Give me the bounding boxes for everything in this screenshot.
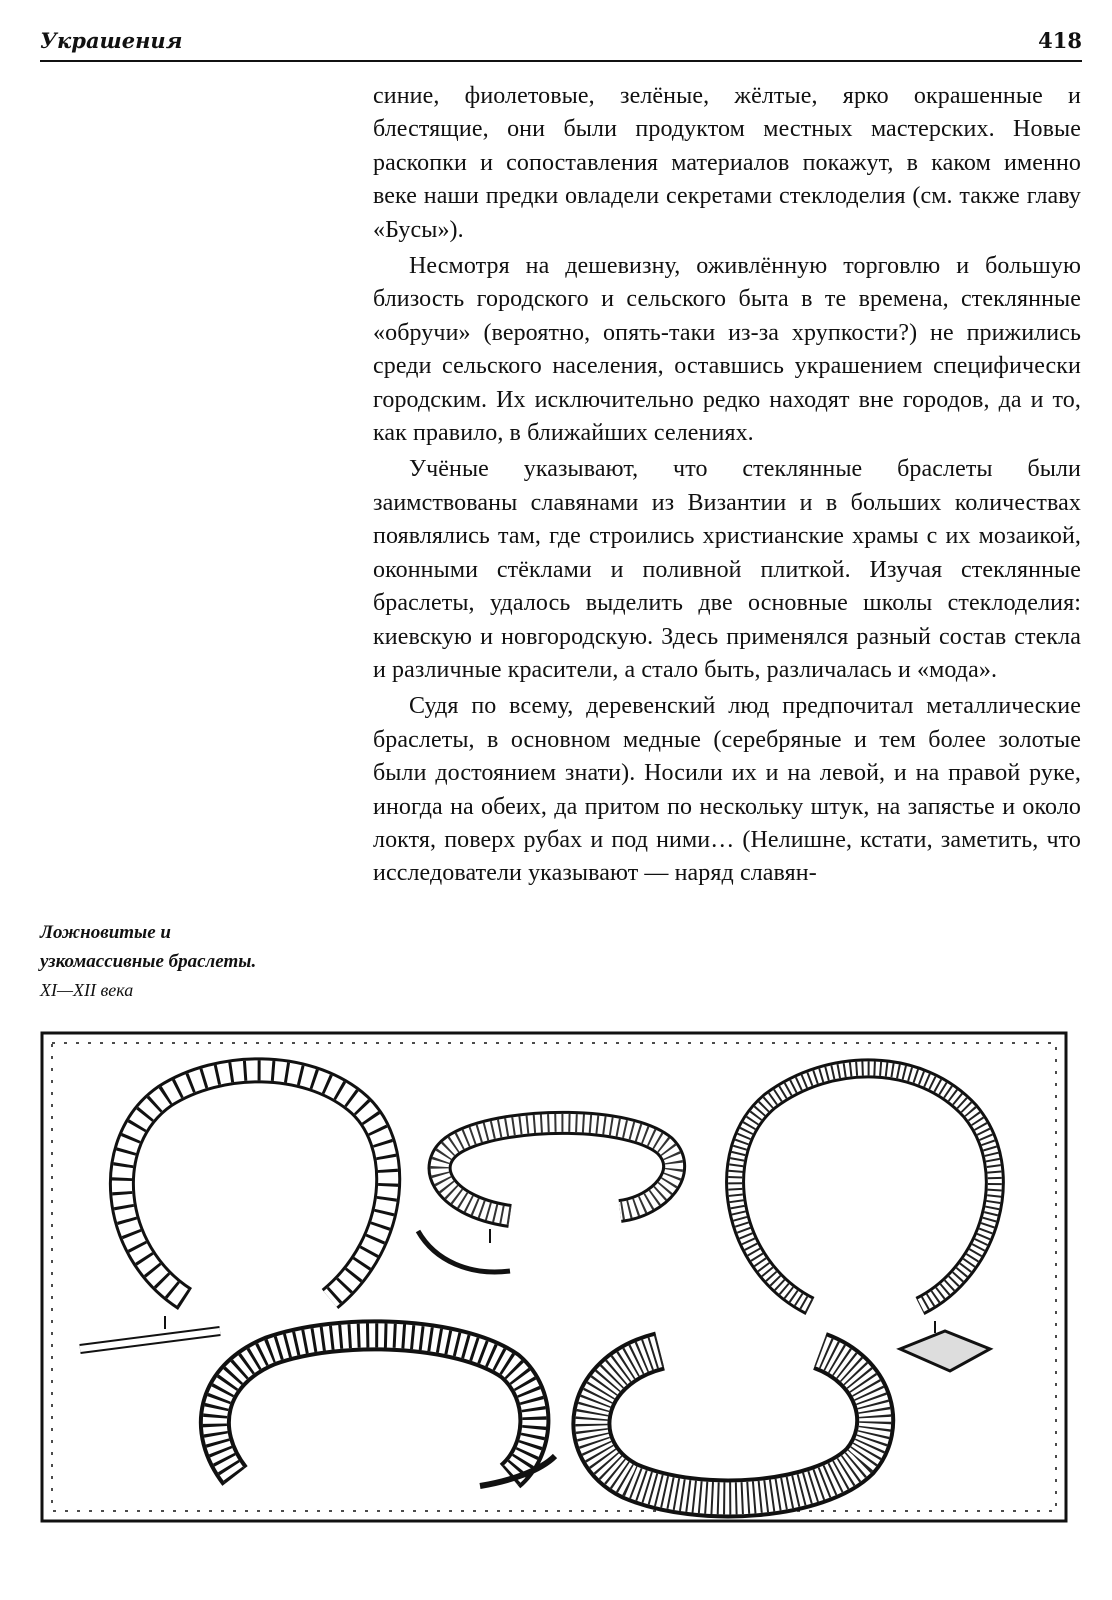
illustration-svg xyxy=(40,1031,1068,1523)
paragraph-4: Судя по всему, деревенский люд предпочитал металлические браслеты, в основном медные (серебряные и тем более золотые были достоянием знати). Носили их и на левой, и на правой руке, иногда на обеих, да притом по нескольку штук, на запястье и около локтя, поверх рубах и под ними… (Нелишне, кстати, заметить, что исследователи указывают — наряд славян- xyxy=(373,693,1081,887)
ornamental-border xyxy=(42,1033,1066,1521)
section-title: Украшения xyxy=(40,28,183,53)
rope-pattern-bracelet xyxy=(735,1068,995,1371)
caption-line-2: узкомассивные браслеты. xyxy=(40,951,257,972)
paragraph-1: синие, фиолетовые, зелёные, жёлтые, ярко окрашенные и блестящие, они были продуктом местных мастерских. Новые раскопки и сопоставления материалов покажут, в каком именно веке наши предки овладели секретами стеклоделия (см. также главу «Бусы»). xyxy=(373,83,1081,243)
figure-caption xyxy=(40,918,340,1005)
page-number: 418 xyxy=(1038,28,1082,53)
caption-line-1: Ложновитые и xyxy=(40,922,171,943)
small-ribbed-bracelet xyxy=(418,1123,674,1272)
paragraph-3: Учёные указывают, что стеклянные браслеты были заимствованы славянами из Византии и в больших количествах появлялись там, где строились христианские храмы с их мозаикой, оконными стёклами и поливной плиткой. Изучая стеклянные браслеты, удалось выделить две основные школы стеклоделия: киевскую и новгородскую. Здесь применялся разный состав стекла и различные красители, а стало быть, различалась и «мода». xyxy=(373,456,1081,683)
caption-period: XI—XII века xyxy=(40,980,134,1000)
twisted-massive-bracelet xyxy=(215,1335,555,1486)
running-header xyxy=(40,28,1082,62)
bracelets-illustration xyxy=(40,1031,1068,1523)
main-text xyxy=(373,80,1081,894)
paragraph-2: Несмотря на дешевизну, оживлённую торговлю и большую близость городского и сельского быта в те времена, стеклянные «обручи» (вероятно, опять-таки из-за хрупкости?) не прижились среди сельского населения, оставшись украшением специфически городским. Их исключительно редко находят вне городов, да и то, как правило, в ближайших селениях. xyxy=(373,253,1081,447)
twisted-bracelet xyxy=(80,1070,388,1349)
ribbed-massive-bracelet xyxy=(591,1351,875,1498)
